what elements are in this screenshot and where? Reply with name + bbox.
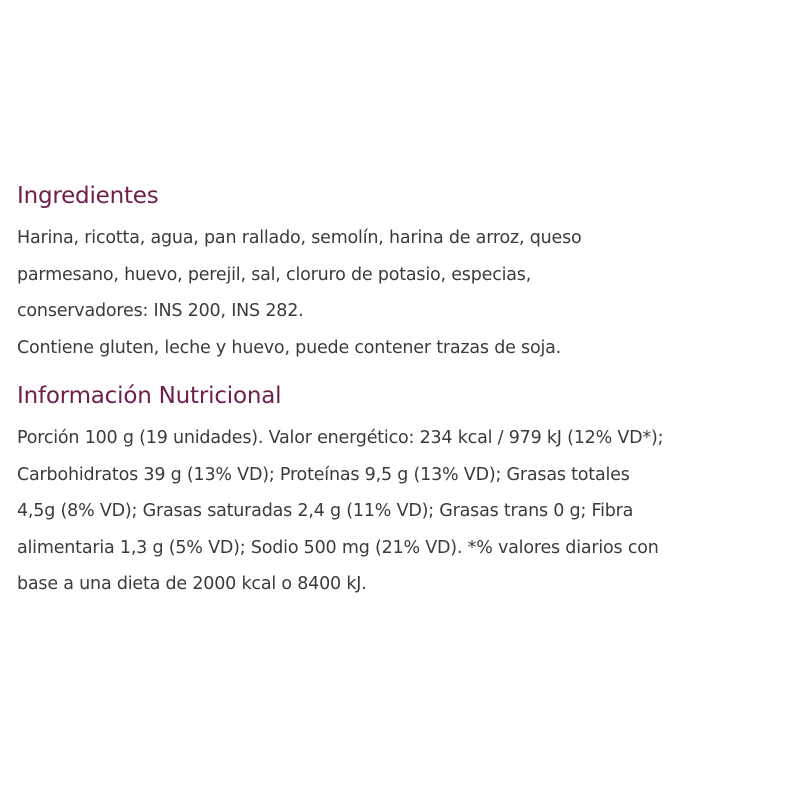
ingredients-line: parmesano, huevo, perejil, sal, cloruro de potasio, especias, xyxy=(17,264,532,285)
nutrition-line: 4,5g (8% VD); Grasas saturadas 2,4 g (11% VD); Grasas trans 0 g; Fibra xyxy=(17,501,634,521)
nutrition-title: Información Nutricional xyxy=(17,383,282,409)
nutrition-line: Porción 100 g (19 unidades). Valor energético: 234 kcal / 979 kJ (12% VD*); xyxy=(17,428,664,448)
ingredients-title: Ingredientes xyxy=(17,183,159,209)
ingredients-line: Harina, ricotta, agua, pan rallado, semolín, harina de arroz, queso xyxy=(17,228,582,248)
product-info xyxy=(17,178,787,603)
allergen-line: Contiene gluten, leche y huevo, puede contener trazas de soja. xyxy=(17,337,562,358)
ingredients-text xyxy=(17,220,787,366)
nutrition-text xyxy=(17,420,787,603)
nutrition-line: alimentaria 1,3 g (5% VD); Sodio 500 mg (21% VD). *% valores diarios con xyxy=(17,537,659,558)
ingredients-section xyxy=(17,178,787,366)
nutrition-section xyxy=(17,378,787,603)
ingredients-line: conservadores: INS 200, INS 282. xyxy=(17,301,304,321)
nutrition-line: base a una dieta de 2000 kcal o 8400 kJ. xyxy=(17,574,367,594)
nutrition-line: Carbohidratos 39 g (13% VD); Proteínas 9,5 g (13% VD); Grasas totales xyxy=(17,464,630,485)
